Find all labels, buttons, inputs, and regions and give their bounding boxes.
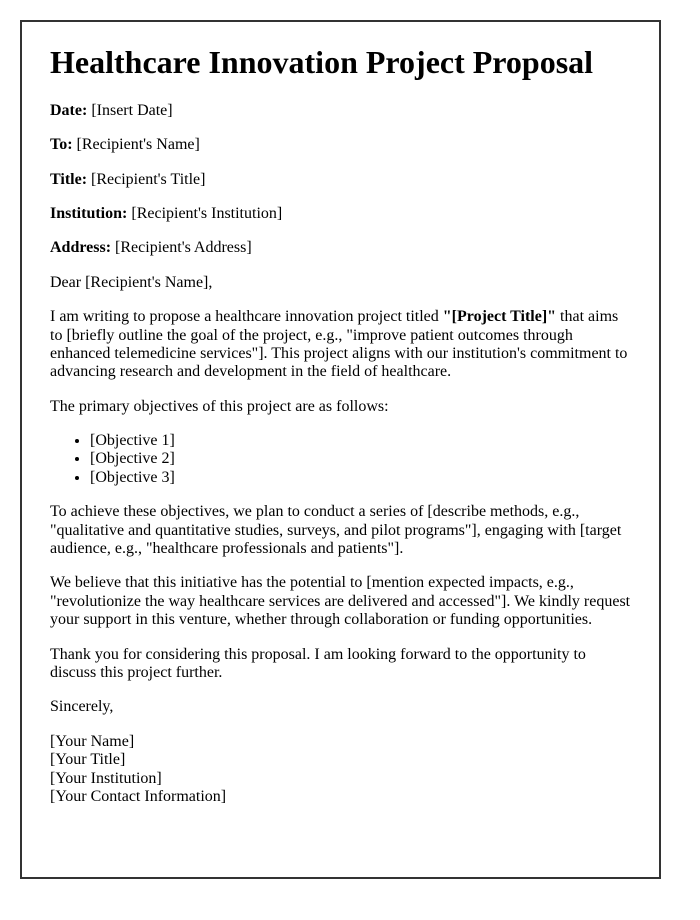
objective-item: • [Objective 3] — [90, 469, 631, 487]
signature-institution: [Your Institution] — [50, 769, 162, 787]
objectives-lead: The primary objectives of this project are as follows: — [50, 397, 389, 415]
objective-item: • [Objective 2] — [90, 450, 631, 468]
field-title — [50, 171, 631, 189]
project-title-placeholder: "[Project Title]" — [442, 308, 557, 326]
closing: Sincerely, — [50, 698, 114, 716]
field-title-label: Title: — [50, 170, 88, 188]
field-institution-value: [Recipient's Institution] — [127, 204, 283, 222]
intro-text-before: I am writing to propose a healthcare innovation project titled — [50, 308, 443, 326]
field-to-value: [Recipient's Name] — [72, 136, 200, 154]
field-title-value: [Recipient's Title] — [87, 170, 206, 188]
intro-text-after: that aims to [briefly outline the goal of the project, e.g., "improve patient outcomes through enhanced telemedicine services"]. This project aligns with our institution's commitment to advancing research and development in the field of healthcare. — [50, 308, 628, 381]
thanks-paragraph: Thank you for considering this proposal. I am looking forward to the opportunity to discuss this project further. — [50, 645, 586, 681]
signature-title: [Your Title] — [50, 751, 126, 769]
field-institution — [50, 205, 631, 223]
signature-contact: [Your Contact Information] — [50, 787, 227, 805]
field-institution-label: Institution: — [50, 204, 128, 222]
field-date — [50, 102, 631, 120]
field-address — [50, 239, 631, 257]
objective-item: • [Objective 1] — [90, 432, 631, 450]
signature-block — [50, 733, 631, 807]
salutation: Dear [Recipient's Name], — [50, 273, 213, 291]
proposal-document-page — [20, 20, 661, 879]
field-date-value: [Insert Date] — [87, 101, 173, 119]
methods-paragraph: To achieve these objectives, we plan to conduct a series of [describe methods, e.g., "qualitative and quantitative studies, surveys, and pilot programs"], engaging with [target audience, e.g., "healthcare professionals and patients"]. — [50, 503, 622, 558]
field-address-label: Address: — [50, 239, 112, 257]
intro-paragraph — [50, 308, 631, 382]
field-to-label: To: — [50, 136, 73, 154]
field-to — [50, 136, 631, 154]
impact-paragraph: We believe that this initiative has the potential to [mention expected impacts, e.g., "revolutionize the way healthcare services are delivered and accessed"]. We kindly request your support in this venture, whether through collaboration or funding opportunities. — [50, 574, 631, 629]
objectives-list — [50, 432, 631, 487]
field-date-label: Date: — [50, 101, 88, 119]
signature-name: [Your Name] — [50, 732, 135, 750]
field-address-value: [Recipient's Address] — [111, 239, 252, 257]
document-title: Healthcare Innovation Project Proposal — [50, 44, 594, 80]
